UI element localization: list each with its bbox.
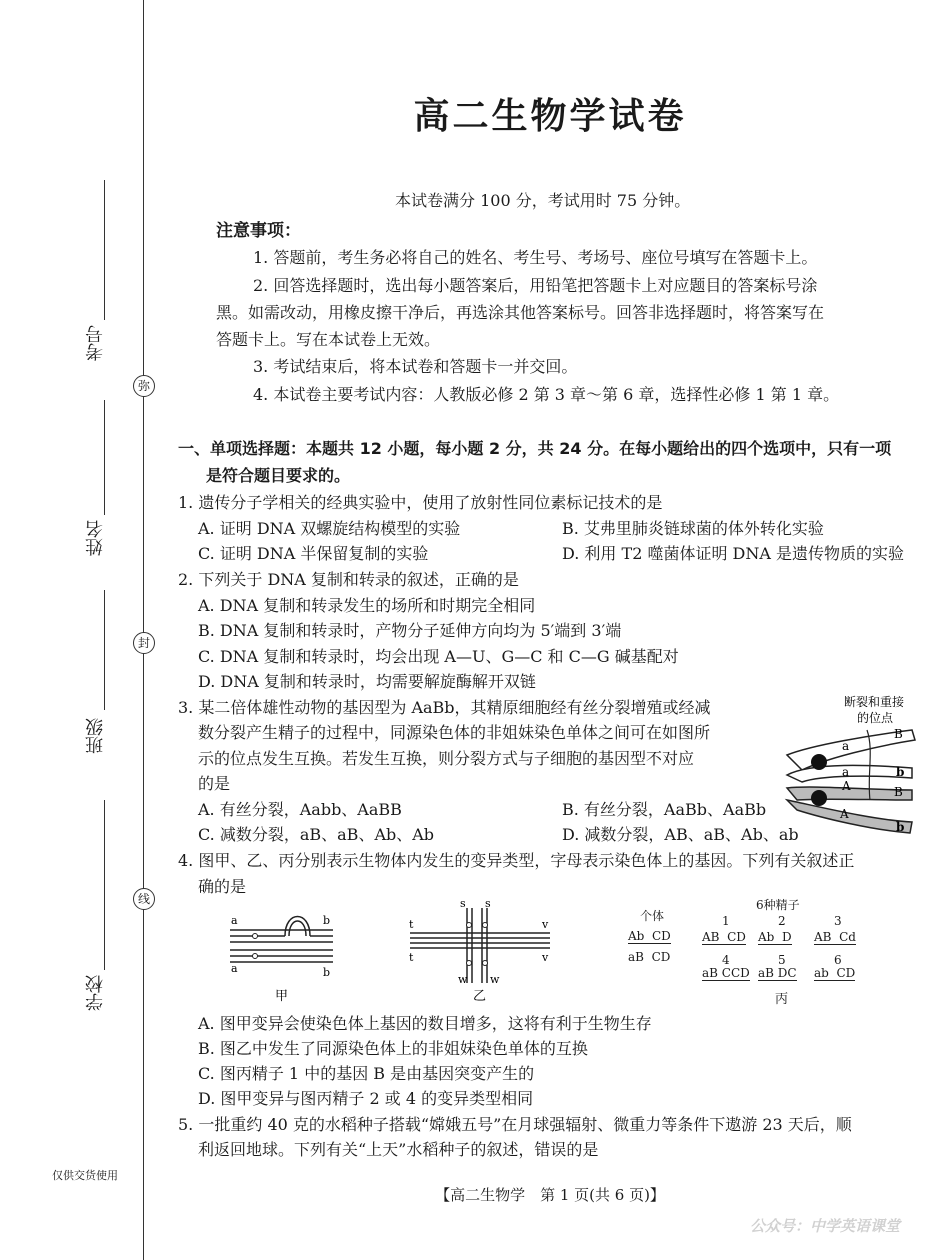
gene-label: s — [460, 897, 466, 910]
sperm-number: 4 — [722, 953, 730, 967]
gene-label: v — [542, 951, 549, 964]
q4-option-b[interactable]: B. 图乙中发生了同源染色体上的非姐妹染色单体的互换 — [198, 1039, 588, 1058]
gene-label: v — [542, 918, 549, 931]
gene-label: w — [490, 973, 500, 986]
gene-label: B — [894, 785, 903, 799]
q2-stem: 2. 下列关于 DNA 复制和转录的叙述，正确的是 — [178, 570, 519, 589]
notice-4: 4. 本试卷主要考试内容：人教版必修 2 第 3 章～第 6 章，选择性必修 1 第 1 章。 — [253, 385, 840, 404]
fig-label-2: 的位点 — [857, 711, 894, 725]
school-label: 学校 — [85, 975, 106, 1011]
q2-option-d[interactable]: D. DNA 复制和转录时，均需要解旋酶解开双链 — [198, 672, 536, 691]
seal-mark-xian: 线 — [133, 888, 155, 910]
notice-1: 1. 答题前，考生务必将自己的姓名、考生号、考场号、座位号填写在答题卡上。 — [253, 248, 818, 267]
name-field[interactable] — [104, 400, 105, 515]
gene-label: t — [409, 918, 414, 931]
gene-label: b — [896, 765, 905, 779]
q3-option-b[interactable]: B. 有丝分裂，AaBb、AaBb — [562, 800, 767, 819]
notice-2: 2. 回答选择题时，选出每小题答案后，用铅笔把答题卡上对应题目的答案标号涂 — [253, 276, 818, 295]
figure-yi — [405, 893, 555, 1005]
section-heading-cont: 是符合题目要求的。 — [206, 466, 351, 485]
gene-label: a — [842, 765, 850, 779]
gene-label: A — [840, 807, 849, 821]
gene-label: b — [896, 820, 905, 834]
figure-bing-individual-bottom: aB CD — [628, 950, 671, 964]
sperm-number: 3 — [834, 914, 842, 928]
exam-number-label: 考号 — [85, 325, 106, 361]
q3-option-a[interactable]: A. 有丝分裂，Aabb、AaBB — [198, 800, 402, 819]
page-title: 高二生物学试卷 — [413, 96, 687, 137]
name-label: 姓名 — [85, 520, 106, 556]
sperm-genotype: ab CD — [814, 966, 856, 980]
sperm-genotype: aB CCD — [702, 966, 750, 980]
binding-line — [143, 0, 144, 1260]
q4-option-c[interactable]: C. 图丙精子 1 中的基因 B 是由基因突变产生的 — [198, 1064, 535, 1083]
watermark: 公众号：中学英语课堂 — [749, 1217, 900, 1235]
q3-stem-3: 示的位点发生互换。若发生互换，则分裂方式与子细胞的基因型不对应 — [198, 749, 695, 768]
seal-mark-mi: 弥 — [133, 375, 155, 397]
centromere-lower — [811, 790, 827, 806]
figure-bing-caption: 丙 — [775, 992, 789, 1007]
gene-label: a — [842, 739, 850, 753]
sperm-genotype: Ab D — [758, 930, 792, 944]
gene-label: b — [323, 966, 331, 979]
seal-mark-feng: 封 — [133, 632, 155, 654]
sperm-genotype: AB CD — [702, 930, 746, 944]
gene-label: w — [458, 973, 468, 986]
figure-bing-individual-label: 个体 — [640, 909, 665, 923]
q1-option-a[interactable]: A. 证明 DNA 双螺旋结构模型的实验 — [198, 519, 461, 538]
q1-option-b[interactable]: B. 艾弗里肺炎链球菌的体外转化实验 — [562, 519, 824, 538]
q5-stem-2: 利返回地球。下列有关“上天”水稻种子的叙述，错误的是 — [198, 1140, 599, 1159]
q2-option-a[interactable]: A. DNA 复制和转录发生的场所和时期完全相同 — [198, 596, 536, 615]
fig-label-1: 断裂和重接 — [844, 695, 905, 709]
q1-option-c[interactable]: C. 证明 DNA 半保留复制的实验 — [198, 544, 429, 563]
q4-option-d[interactable]: D. 图甲变异与图丙精子 2 或 4 的变异类型相同 — [198, 1089, 534, 1108]
sperm-number: 2 — [778, 914, 786, 928]
figure-bing-individual-top: Ab CD — [628, 929, 671, 943]
q3-option-d[interactable]: D. 减数分裂，AB、aB、Ab、ab — [562, 825, 799, 844]
gene-label: a — [231, 914, 238, 927]
class-label: 班级 — [85, 718, 106, 754]
q3-stem-4: 的是 — [198, 774, 231, 793]
sperm-number: 5 — [778, 953, 786, 967]
figure-bing-title: 6种精子 — [756, 898, 800, 912]
notice-2-cont: 黑。如需改动，用橡皮擦干净后，再选涂其他答案标号。回答非选择题时，将答案写在 — [216, 303, 825, 322]
notice-heading: 注意事项： — [216, 221, 301, 241]
q4-stem-2: 确的是 — [198, 877, 247, 896]
page-footer: 【高二生物学 第 1 页(共 6 页)】 — [435, 1186, 665, 1204]
q5-stem-1: 5. 一批重约 40 克的水稻种子搭载“嫦娥五号”在月球强辐射、微重力等条件下遨游 23 天后，顺 — [178, 1115, 852, 1134]
q3-stem-1: 3. 某二倍体雄性动物的基因型为 AaBb，其精原细胞经有丝分裂增殖或经减 — [178, 698, 711, 717]
gene-label: a — [231, 962, 238, 975]
q2-option-c[interactable]: C. DNA 复制和转录时，均会出现 A—U、G—C 和 C—G 碱基配对 — [198, 647, 679, 666]
gene-label: s — [485, 897, 491, 910]
q3-crossover-figure — [782, 690, 922, 840]
notice-2-end: 答题卡上。写在本试卷上无效。 — [216, 330, 441, 349]
centromere-upper — [811, 754, 827, 770]
figure-yi-caption: 乙 — [473, 989, 487, 1004]
q3-option-c[interactable]: C. 减数分裂，aB、aB、Ab、Ab — [198, 825, 435, 844]
q2-option-b[interactable]: B. DNA 复制和转录时，产物分子延伸方向均为 5′端到 3′端 — [198, 621, 622, 640]
class-field[interactable] — [104, 590, 105, 710]
gene-label: A — [842, 779, 851, 793]
binding-note: 仅供交货使用 — [52, 1169, 118, 1182]
sperm-genotype: aB DC — [758, 966, 797, 980]
notice-3: 3. 考试结束后，将本试卷和答题卡一并交回。 — [253, 357, 578, 376]
figure-jia-caption: 甲 — [275, 989, 289, 1004]
section-heading: 一、单项选择题：本题共 12 小题，每小题 2 分，共 24 分。在每小题给出的四个选项中，只有一项 — [178, 439, 892, 458]
exam-number-field[interactable] — [104, 180, 105, 320]
q4-option-a[interactable]: A. 图甲变异会使染色体上基因的数目增多，这将有利于生物生存 — [198, 1014, 652, 1033]
sperm-number: 6 — [834, 953, 842, 967]
school-field[interactable] — [104, 800, 105, 970]
sperm-number: 1 — [722, 914, 730, 928]
chromatid-A-lower — [787, 800, 912, 833]
exam-meta: 本试卷满分 100 分，考试用时 75 分钟。 — [395, 191, 691, 210]
figure-jia — [225, 900, 340, 1005]
gene-label: b — [323, 914, 331, 927]
q3-stem-2: 数分裂产生精子的过程中，同源染色体的非姐妹染色单体之间可在如图所 — [198, 723, 711, 742]
gene-label: t — [409, 951, 414, 964]
gene-label: B — [894, 727, 903, 741]
sperm-genotype: AB Cd — [814, 930, 856, 944]
q1-stem: 1. 遗传分子学相关的经典实验中，使用了放射性同位素标记技术的是 — [178, 493, 663, 512]
q4-stem-1: 4. 图甲、乙、丙分别表示生物体内发生的变异类型，字母表示染色体上的基因。下列有关叙述正 — [178, 851, 855, 870]
q1-option-d[interactable]: D. 利用 T2 噬菌体证明 DNA 是遗传物质的实验 — [562, 544, 905, 563]
